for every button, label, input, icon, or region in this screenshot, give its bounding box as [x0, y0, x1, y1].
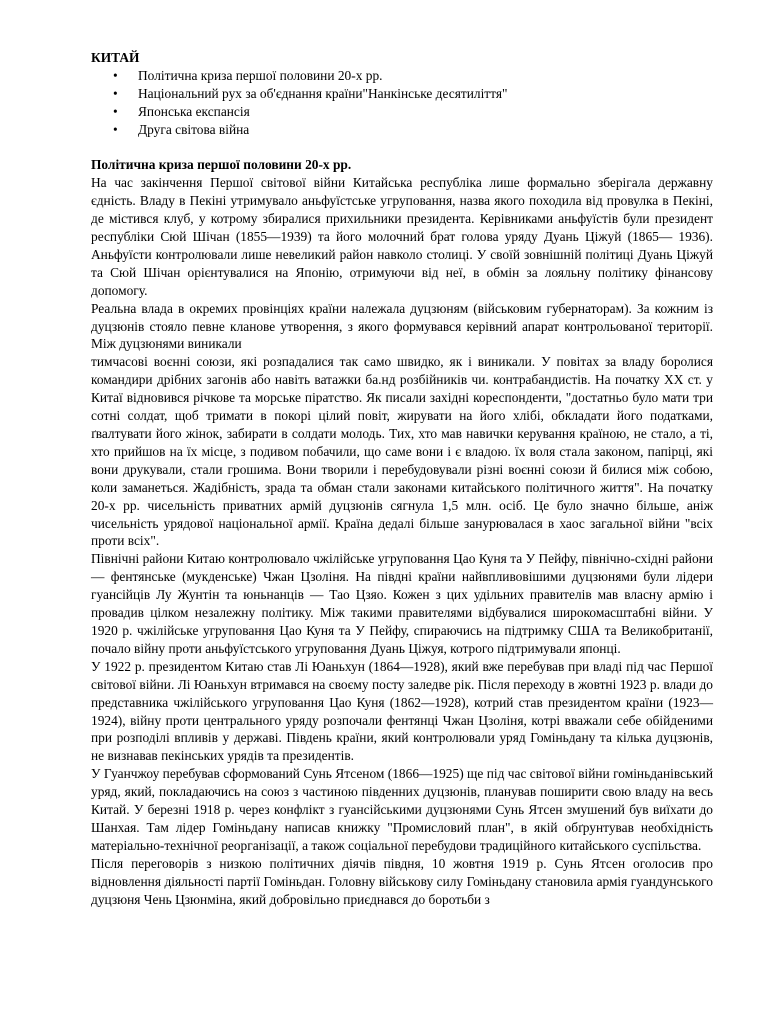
toc-item-label: Політична криза першої половини 20-х рр. — [138, 67, 383, 83]
toc-item[interactable] — [91, 103, 713, 121]
bullet-icon: • — [113, 67, 118, 83]
bullet-icon: • — [113, 103, 118, 119]
toc-item[interactable] — [91, 85, 713, 103]
bullet-icon: • — [113, 121, 118, 137]
toc-item[interactable] — [91, 67, 713, 85]
toc-item[interactable] — [91, 121, 713, 139]
toc-item-label: Друга світова війна — [138, 121, 250, 137]
document-title: КИТАЙ — [91, 50, 140, 65]
document-page — [91, 49, 713, 908]
paragraph: Північні райони Китаю контролювало чжілійське угруповання Цао Куня та У Пейфу, північно-східні райони — фентянське (мукденське) Чжан Цзоліня. На півдні країни найвпливовішими дуцзюнями були лідери гуансійців Лу Жунтін та юньнанців — Тао Цзяо. Кожен з цих удільних правителів мав власну армію і провадив цілком незалежну політику. Між такими правителями відбувалися широкомасштабні війни. У 1920 р. чжілійське угруповання Цао Куня та У Пейфу, спираючись на підтримку США та Великобританії, почало війну проти аньфуїстського угруповання Дуань Ціжуя, котрого підтримували японці. — [91, 551, 713, 656]
toc-item-label: Японська експансія — [138, 103, 250, 119]
table-of-contents — [91, 67, 713, 139]
toc-item-label: Національний рух за об'єднання країни"Нанкінське десятиліття" — [138, 85, 508, 101]
spacer — [91, 139, 713, 157]
paragraph: Реальна влада в окремих провінціях країни належала дуцзюням (військовим губернаторам). За кожним із дуцзюнів стояло певне кланове утворення, з якого формувався керівний апарат контрольованої території. Між дуцзюнями виникали — [91, 300, 713, 352]
section-title: Політична криза першої половини 20-х рр. — [91, 157, 352, 173]
bullet-icon: • — [113, 85, 118, 101]
paragraph: тимчасові воєнні союзи, які розпадалися так само швидко, як і виникали. У повітах за владу боролися командири дрібних загонів або навіть ватажки ба.нд розбійників чи. контрабандистів. На початку XX ст. у Китаї відновився річкове та морське піратство. Як писали західні кореспонденти, "достатньо було мати три сотні солдат, щоб тримати в покорі цілий повіт, жирувати на його хлібі, обкладати його податками, ґвалтувати його жінок, забирати в солдати молодь. Тих, хто мав навички керування країною, не стало, а ті, хто прийшов на їх місце, з подивом побачили, що саме вони і є владою. їх воля стала законом, папірці, які вони друкували, стали грошима. Вони творили і перебудовували різні воєнні союзи й билися між собою, коли заманеться. Жадібність, зрада та обман стали законами китайського політичного життя". На початку 20-х рр. чисельність приватних армій дуцзюнів сягнула 1,5 млн. осіб. Це було значно більше, аніж чисельність урядової національної армії. Країна дедалі більше занурювалася в хаос загальної війни "всіх проти всіх". — [91, 354, 713, 549]
paragraph: Після переговорів з низкою політичних діячів півдня, 10 жовтня 1919 р. Сунь Ятсен оголосив про відновлення діяльності партії Гоміньдан. Головну військову силу Гоміньдану становила армія гуандунського дуцзюня Чень Цзюнміна, який добровільно приєднався до боротьби з — [91, 855, 713, 907]
paragraph: На час закінчення Першої світової війни Китайська республіка лише формально зберігала державну єдність. Владу в Пекіні утримувало аньфуїстське угруповання, назва якого походила від провулка в Пекіні, де містився клуб, у котрому збиралися прихильники президента. Керівниками аньфуїстів були президент республіки Сюй Шічан (1855—1939) та його молочний брат голова уряду Дуань Ціжуй (1865— 1936). Аньфуїсти контролювали лише невеликий район навколо столиці. У своїй зовнішній політиці Дуань Ціжуй та Сюй Шічан орієнтувалися на Японію, отримуючи від неї, в обмін за лояльну політику фінансову допомогу. — [91, 175, 713, 298]
paragraph: У Гуанчжоу перебував сформований Сунь Ятсеном (1866—1925) ще під час світової війни гоміньданівський уряд, який, покладаючись на союз з частиною південних дуцзюнів, планував поширити свою владу на весь Китай. У березні 1918 р. через конфлікт з гуансійськими дуцзюнями Сунь Ятсен змушений був виїхати до Шанхая. Там лідер Гоміньдану написав книжку "Промисловий план", в якій обґрунтував необхідність матеріально-технічної реорганізації, а також соціальної перебудови традиційного китайського суспільства. — [91, 766, 713, 853]
paragraph: У 1922 р. президентом Китаю став Лі Юаньхун (1864—1928), який вже перебував при владі під час Першої світової війни. Лі Юаньхун втримався на своєму посту заледве рік. Після переходу в жовтні 1923 р. влади до представника чжілійського угруповання Цао Куня (1862—1928), котрий став президентом країни (1923—1924), війну проти центрального уряду розпочали фентянці Чжан Цзоліня, котрі вважали себе обійденими при розподілі впливів у державі. Південь країни, який контролювали уряд Гоміньдану та кілька дуцзюнів, не визнавав пекінських урядів та президентів. — [91, 658, 713, 764]
